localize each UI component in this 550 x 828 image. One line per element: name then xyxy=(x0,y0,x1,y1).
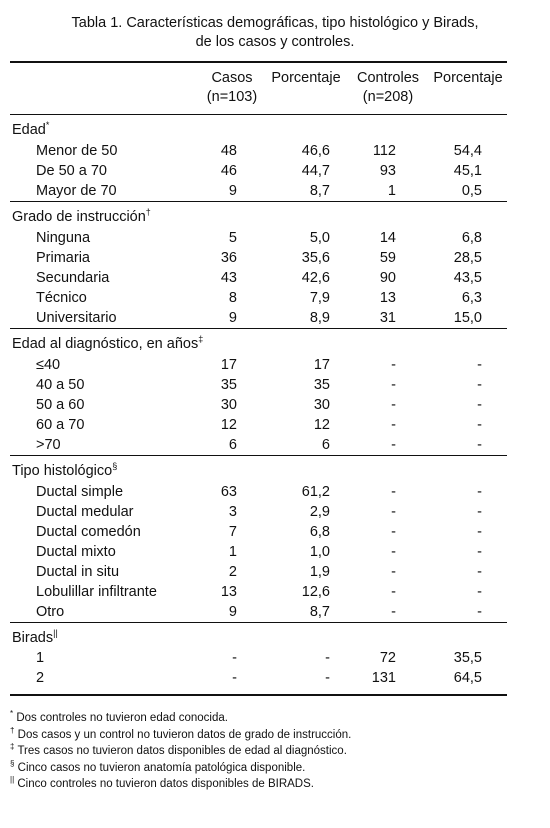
cell-controles: - xyxy=(391,357,396,373)
cell-porcentaje-controles: 15,0 xyxy=(453,310,482,326)
footnote-mark: * xyxy=(45,120,50,131)
footnote-mark: ‡ xyxy=(198,334,204,345)
label-text: Ninguna xyxy=(36,230,91,246)
cell-casos: 30 xyxy=(220,397,237,413)
cell-porcentaje-controles: - xyxy=(477,564,482,580)
cell-casos: - xyxy=(232,650,237,666)
cell-controles: 131 xyxy=(371,670,396,686)
cell-porcentaje-casos: 12,6 xyxy=(301,584,330,600)
cell-porcentaje-casos: 7,9 xyxy=(309,290,330,306)
label-text: Secundaria xyxy=(36,270,110,286)
cell-porcentaje-controles: - xyxy=(477,484,482,500)
cell-casos: 5 xyxy=(228,230,237,246)
cell-porcentaje-controles: 54,4 xyxy=(453,143,482,159)
footnote-symbol: § xyxy=(10,758,15,768)
row-label xyxy=(36,482,123,502)
row-label xyxy=(36,522,141,542)
table-row xyxy=(0,141,550,161)
table-row xyxy=(0,415,550,435)
header-controles-n: (n=208) xyxy=(362,89,414,105)
header-casos xyxy=(200,69,264,107)
cell-controles: 90 xyxy=(379,270,396,286)
cell-casos: 35 xyxy=(220,377,237,393)
label-text: 2 xyxy=(36,670,45,686)
top-rule xyxy=(10,61,507,63)
cell-controles: 72 xyxy=(379,650,396,666)
label-text: Edad xyxy=(12,122,46,138)
table-row xyxy=(0,268,550,288)
label-text: Ductal medular xyxy=(36,504,134,520)
cell-controles: - xyxy=(391,377,396,393)
cell-casos: 1 xyxy=(228,544,237,560)
section-rule xyxy=(10,328,507,329)
cell-porcentaje-controles: - xyxy=(477,437,482,453)
footnotes xyxy=(10,710,351,793)
footnote-mark: † xyxy=(145,207,151,218)
row-label xyxy=(36,562,119,582)
footnote-text: Cinco controles no tuvieron datos disponibles de BIRADS. xyxy=(17,778,314,790)
section-label xyxy=(12,628,58,648)
footnote xyxy=(10,776,351,793)
row-label xyxy=(36,228,90,248)
section-label xyxy=(12,207,151,227)
label-text: Ductal in situ xyxy=(36,564,120,580)
label-text: Técnico xyxy=(36,290,87,306)
cell-porcentaje-controles: 6,3 xyxy=(461,290,482,306)
row-label xyxy=(36,288,87,308)
header-controles xyxy=(350,69,426,107)
label-text: Primaria xyxy=(36,250,90,266)
table-title-line-2: de los casos y controles. xyxy=(195,34,355,50)
label-text: Ductal comedón xyxy=(36,524,141,540)
header-rule xyxy=(10,114,507,115)
cell-controles: - xyxy=(391,417,396,433)
cell-casos: 9 xyxy=(228,183,237,199)
table-row xyxy=(0,668,550,688)
footnote xyxy=(10,727,351,744)
table-row xyxy=(0,395,550,415)
table-row xyxy=(0,248,550,268)
row-label xyxy=(36,435,61,455)
cell-casos: - xyxy=(232,670,237,686)
table-row xyxy=(0,502,550,522)
table-row xyxy=(0,308,550,328)
table-row xyxy=(0,435,550,455)
cell-casos: 43 xyxy=(220,270,237,286)
row-label xyxy=(36,668,44,688)
cell-porcentaje-casos: 6,8 xyxy=(309,524,330,540)
cell-controles: 31 xyxy=(379,310,396,326)
cell-porcentaje-controles: 35,5 xyxy=(453,650,482,666)
footnote xyxy=(10,743,351,760)
cell-casos: 9 xyxy=(228,310,237,326)
cell-casos: 63 xyxy=(220,484,237,500)
cell-casos: 8 xyxy=(228,290,237,306)
footnote-text: Cinco casos no tuvieron anatomía patológica disponible. xyxy=(17,761,306,774)
footnote-text: Dos controles no tuvieron edad conocida. xyxy=(16,712,228,724)
cell-porcentaje-controles: - xyxy=(477,604,482,620)
cell-controles: 93 xyxy=(379,163,396,179)
section-rule xyxy=(10,455,507,456)
table-row xyxy=(0,602,550,622)
cell-casos: 3 xyxy=(228,504,237,520)
label-text: Menor de 50 xyxy=(36,143,118,159)
label-text: ≤40 xyxy=(36,357,61,373)
row-label xyxy=(36,248,90,268)
label-text: Tipo histológico xyxy=(12,463,113,479)
header-porcentaje-controles: Porcentaje xyxy=(433,70,503,86)
cell-porcentaje-controles: - xyxy=(477,357,482,373)
cell-controles: - xyxy=(391,584,396,600)
label-text: 1 xyxy=(36,650,45,666)
header-porcentaje-casos: Porcentaje xyxy=(271,70,341,86)
cell-porcentaje-casos: - xyxy=(325,670,330,686)
cell-controles: - xyxy=(391,564,396,580)
cell-porcentaje-casos: 30 xyxy=(313,397,330,413)
cell-porcentaje-casos: 8,9 xyxy=(309,310,330,326)
cell-controles: - xyxy=(391,524,396,540)
section-label xyxy=(12,461,117,481)
cell-casos: 36 xyxy=(220,250,237,266)
cell-porcentaje-casos: 5,0 xyxy=(309,230,330,246)
cell-porcentaje-controles: - xyxy=(477,377,482,393)
cell-controles: - xyxy=(391,604,396,620)
cell-porcentaje-casos: - xyxy=(325,650,330,666)
section-header-row xyxy=(0,207,550,227)
label-text: 60 a 70 xyxy=(36,417,85,433)
cell-controles: - xyxy=(391,397,396,413)
cell-casos: 46 xyxy=(220,163,237,179)
cell-porcentaje-casos: 1,9 xyxy=(309,564,330,580)
header-casos-n: (n=103) xyxy=(206,89,258,105)
row-label xyxy=(36,502,134,522)
cell-porcentaje-controles: 6,8 xyxy=(461,230,482,246)
cell-controles: 1 xyxy=(387,183,396,199)
cell-porcentaje-controles: - xyxy=(477,544,482,560)
row-label xyxy=(36,395,84,415)
table-row xyxy=(0,355,550,375)
bottom-rule xyxy=(10,694,507,696)
row-label xyxy=(36,415,84,435)
row-label xyxy=(36,308,117,328)
cell-porcentaje-controles: 45,1 xyxy=(453,163,482,179)
label-text: Lobulillar infiltrante xyxy=(36,584,157,600)
section-rule xyxy=(10,201,507,202)
cell-porcentaje-casos: 61,2 xyxy=(301,484,330,500)
cell-porcentaje-casos: 42,6 xyxy=(301,270,330,286)
label-text: 40 a 50 xyxy=(36,377,85,393)
label-text: De 50 a 70 xyxy=(36,163,107,179)
cell-casos: 7 xyxy=(228,524,237,540)
row-label xyxy=(36,602,64,622)
label-text: Birads xyxy=(12,630,54,646)
footnote-mark: || xyxy=(53,628,58,639)
cell-controles: - xyxy=(391,544,396,560)
section-header-row xyxy=(0,628,550,648)
row-label xyxy=(36,161,107,181)
section-header-row xyxy=(0,120,550,140)
header-controles-label: Controles xyxy=(356,70,420,86)
cell-porcentaje-controles: 0,5 xyxy=(461,183,482,199)
section-label xyxy=(12,334,203,354)
cell-porcentaje-controles: - xyxy=(477,397,482,413)
cell-porcentaje-controles: - xyxy=(477,524,482,540)
header-casos-label: Casos xyxy=(211,70,253,86)
footnote-text: Dos casos y un control no tuvieron datos de grado de instrucción. xyxy=(17,728,352,741)
cell-controles: 14 xyxy=(379,230,396,246)
cell-porcentaje-controles: - xyxy=(477,584,482,600)
footnote-symbol: || xyxy=(10,775,15,785)
table-row xyxy=(0,542,550,562)
table-row xyxy=(0,228,550,248)
cell-porcentaje-controles: - xyxy=(477,417,482,433)
table-row xyxy=(0,582,550,602)
label-text: Mayor de 70 xyxy=(36,183,117,199)
section-label xyxy=(12,120,49,140)
section-header-row xyxy=(0,461,550,481)
footnote xyxy=(10,710,351,727)
cell-casos: 17 xyxy=(220,357,237,373)
table-row xyxy=(0,375,550,395)
row-label xyxy=(36,141,117,161)
cell-porcentaje-controles: 64,5 xyxy=(453,670,482,686)
cell-porcentaje-casos: 1,0 xyxy=(309,544,330,560)
row-label xyxy=(36,582,157,602)
section-rule xyxy=(10,622,507,623)
label-text: Universitario xyxy=(36,310,117,326)
label-text: 50 a 60 xyxy=(36,397,85,413)
table-row xyxy=(0,161,550,181)
cell-casos: 2 xyxy=(228,564,237,580)
cell-porcentaje-controles: - xyxy=(477,504,482,520)
table-row xyxy=(0,288,550,308)
label-text: Edad al diagnóstico, en años xyxy=(12,336,199,352)
cell-controles: 13 xyxy=(379,290,396,306)
footnote-mark: § xyxy=(112,461,118,472)
cell-controles: 112 xyxy=(372,143,396,159)
cell-porcentaje-casos: 2,9 xyxy=(309,504,330,520)
row-label xyxy=(36,355,60,375)
cell-casos: 48 xyxy=(220,143,237,159)
footnote-symbol: ‡ xyxy=(10,742,15,752)
cell-casos: 12 xyxy=(220,417,237,433)
row-label xyxy=(36,542,116,562)
section-header-row xyxy=(0,334,550,354)
footnote xyxy=(10,760,351,777)
footnote-symbol: † xyxy=(10,725,15,735)
table-row xyxy=(0,562,550,582)
footnote-symbol: * xyxy=(10,709,14,719)
cell-casos: 6 xyxy=(228,437,237,453)
label-text: Ductal simple xyxy=(36,484,124,500)
table-row xyxy=(0,181,550,201)
cell-porcentaje-casos: 44,7 xyxy=(301,163,330,179)
label-text: Grado de instrucción xyxy=(12,209,146,225)
cell-porcentaje-casos: 35 xyxy=(313,377,330,393)
table-title-line-1: Tabla 1. Características demográficas, tipo histológico y Birads, xyxy=(71,15,479,31)
cell-controles: - xyxy=(391,504,396,520)
row-label xyxy=(36,181,117,201)
cell-controles: - xyxy=(391,437,396,453)
cell-porcentaje-casos: 35,6 xyxy=(301,250,330,266)
label-text: Ductal mixto xyxy=(36,544,116,560)
cell-porcentaje-casos: 17 xyxy=(313,357,330,373)
cell-porcentaje-casos: 46,6 xyxy=(301,143,330,159)
table-title xyxy=(0,14,550,52)
cell-casos: 13 xyxy=(220,584,237,600)
table-row xyxy=(0,522,550,542)
row-label xyxy=(36,648,44,668)
cell-porcentaje-controles: 43,5 xyxy=(453,270,482,286)
row-label xyxy=(36,375,84,395)
footnote-text: Tres casos no tuvieron datos disponibles de edad al diagnóstico. xyxy=(17,745,347,757)
row-label xyxy=(36,268,109,288)
cell-porcentaje-casos: 8,7 xyxy=(309,183,330,199)
cell-casos: 9 xyxy=(228,604,237,620)
table-row xyxy=(0,482,550,502)
cell-porcentaje-controles: 28,5 xyxy=(453,250,482,266)
label-text: >70 xyxy=(36,437,61,453)
cell-porcentaje-casos: 8,7 xyxy=(309,604,330,620)
cell-controles: - xyxy=(391,484,396,500)
table-row xyxy=(0,648,550,668)
cell-porcentaje-casos: 6 xyxy=(321,437,330,453)
label-text: Otro xyxy=(36,604,65,620)
cell-controles: 59 xyxy=(379,250,396,266)
cell-porcentaje-casos: 12 xyxy=(313,417,330,433)
